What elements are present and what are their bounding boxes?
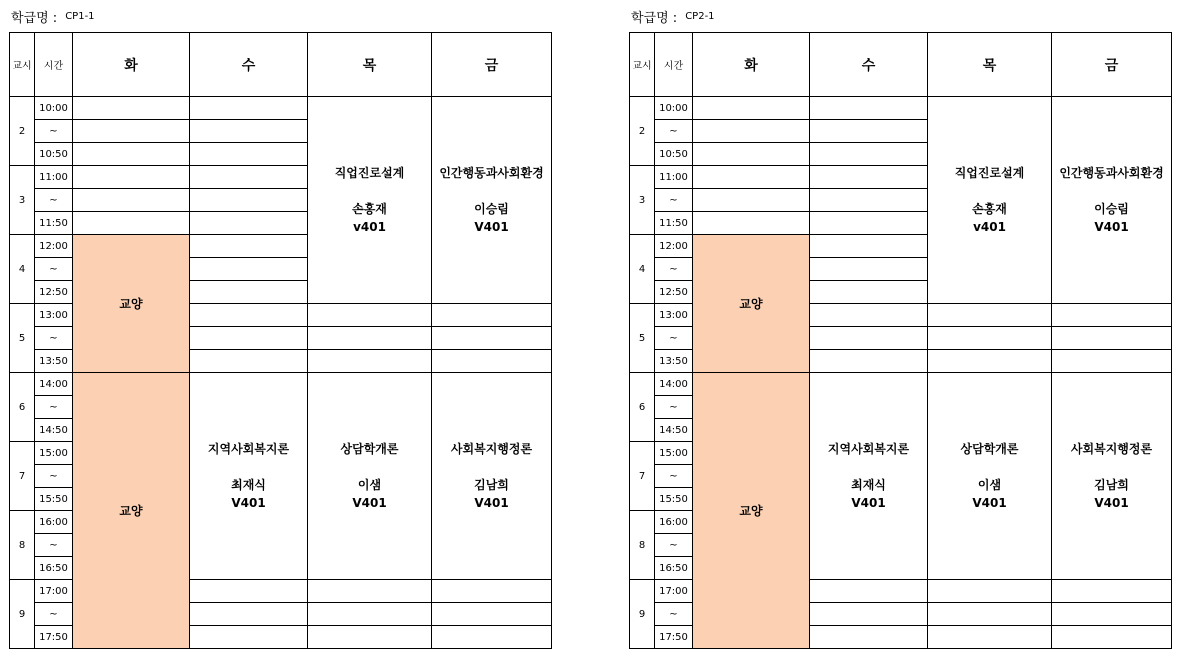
time-row <box>630 373 1172 396</box>
time-label: ~ <box>35 465 73 488</box>
teacher-name: 이샘 <box>977 478 1002 492</box>
room-name: V401 <box>972 496 1007 510</box>
period-number: 5 <box>630 304 655 373</box>
empty-cell <box>693 143 810 166</box>
time-row <box>10 97 552 120</box>
time-label: 12:00 <box>655 235 693 258</box>
time-label: ~ <box>655 534 693 557</box>
time-row <box>10 373 552 396</box>
empty-cell <box>810 281 928 304</box>
empty-cell <box>810 327 928 350</box>
time-label: 15:00 <box>655 442 693 465</box>
teacher-name: 최재식 <box>231 478 266 492</box>
header-time: 시간 <box>35 33 73 97</box>
room-name: v401 <box>353 220 386 234</box>
empty-cell <box>190 350 308 373</box>
empty-cell <box>693 212 810 235</box>
teacher-name: 김남희 <box>1094 478 1129 492</box>
empty-cell <box>810 580 928 603</box>
teacher-name: 김남희 <box>474 478 509 492</box>
header-thu: 목 <box>308 33 432 97</box>
empty-cell <box>190 603 308 626</box>
time-label: ~ <box>35 534 73 557</box>
time-label: 13:50 <box>35 350 73 373</box>
subject-name: 사회복지행정론 <box>1070 442 1153 456</box>
empty-cell <box>190 281 308 304</box>
period-number: 2 <box>10 97 35 166</box>
class-label-row <box>629 0 1172 32</box>
subject-cell <box>432 97 552 304</box>
header-period: 교시 <box>10 33 35 97</box>
room-name: V401 <box>474 496 509 510</box>
empty-cell <box>190 580 308 603</box>
empty-cell <box>73 143 190 166</box>
empty-cell <box>1052 603 1172 626</box>
empty-cell <box>1052 580 1172 603</box>
teacher-name: 이승림 <box>1094 202 1129 216</box>
period-number: 4 <box>10 235 35 304</box>
empty-cell <box>190 143 308 166</box>
room-name: V401 <box>352 496 387 510</box>
time-label: ~ <box>35 258 73 281</box>
time-label: 15:50 <box>655 488 693 511</box>
empty-cell <box>73 189 190 212</box>
empty-cell <box>73 97 190 120</box>
time-label: ~ <box>655 465 693 488</box>
empty-cell <box>1052 327 1172 350</box>
subject-name: 상담학개론 <box>960 442 1019 456</box>
time-label: ~ <box>35 327 73 350</box>
time-label: 10:50 <box>35 143 73 166</box>
empty-cell <box>190 304 308 327</box>
subject-name: 직업진로설계 <box>954 166 1025 180</box>
time-label: 13:50 <box>655 350 693 373</box>
class-label: 학급명 : <box>631 10 678 26</box>
class-name: CP2-1 <box>685 10 715 22</box>
time-label: 17:00 <box>35 580 73 603</box>
empty-cell <box>432 603 552 626</box>
empty-cell <box>73 212 190 235</box>
empty-cell <box>693 189 810 212</box>
empty-cell <box>810 189 928 212</box>
empty-cell <box>810 603 928 626</box>
empty-cell <box>190 189 308 212</box>
class-label-row <box>9 0 552 32</box>
timetable-cp2-1 <box>629 0 1172 649</box>
elective-cell: 교양 <box>73 373 190 649</box>
period-number: 9 <box>10 580 35 649</box>
time-label: 14:00 <box>655 373 693 396</box>
header-wed: 수 <box>810 33 928 97</box>
empty-cell <box>308 350 432 373</box>
time-label: 11:50 <box>655 212 693 235</box>
empty-cell <box>810 235 928 258</box>
header-fri: 금 <box>432 33 552 97</box>
subject-cell <box>810 373 928 580</box>
time-label: 17:50 <box>35 626 73 649</box>
period-number: 5 <box>10 304 35 373</box>
subject-name: 인간행동과사회환경 <box>439 166 544 180</box>
teacher-name: 이샘 <box>357 478 382 492</box>
empty-cell <box>308 580 432 603</box>
header-tue: 화 <box>73 33 190 97</box>
header-tue: 화 <box>693 33 810 97</box>
time-label: 17:50 <box>655 626 693 649</box>
time-label: ~ <box>655 327 693 350</box>
empty-cell <box>308 603 432 626</box>
empty-cell <box>190 327 308 350</box>
empty-cell <box>1052 626 1172 649</box>
teacher-name: 손홍재 <box>352 202 387 216</box>
timetable-grid <box>9 32 552 649</box>
subject-name: 지역사회복지론 <box>207 442 290 456</box>
class-name: CP1-1 <box>65 10 95 22</box>
empty-cell <box>928 603 1052 626</box>
timetable-cp1-1 <box>9 0 552 649</box>
period-number: 2 <box>630 97 655 166</box>
empty-cell <box>810 143 928 166</box>
subject-name: 직업진로설계 <box>334 166 405 180</box>
header-period: 교시 <box>630 33 655 97</box>
empty-cell <box>190 166 308 189</box>
empty-cell <box>308 304 432 327</box>
empty-cell <box>810 304 928 327</box>
time-label: ~ <box>655 120 693 143</box>
teacher-name: 최재식 <box>851 478 886 492</box>
empty-cell <box>190 626 308 649</box>
empty-cell <box>1052 304 1172 327</box>
period-number: 6 <box>10 373 35 442</box>
class-label: 학급명 : <box>11 10 58 26</box>
teacher-name: 손홍재 <box>972 202 1007 216</box>
subject-cell <box>190 373 308 580</box>
time-label: 15:00 <box>35 442 73 465</box>
empty-cell <box>308 327 432 350</box>
room-name: V401 <box>474 220 509 234</box>
empty-cell <box>928 626 1052 649</box>
time-label: 13:00 <box>655 304 693 327</box>
empty-cell <box>190 120 308 143</box>
subject-cell <box>1052 373 1172 580</box>
time-label: ~ <box>35 120 73 143</box>
empty-cell <box>693 166 810 189</box>
subject-name: 인간행동과사회환경 <box>1059 166 1164 180</box>
subject-cell <box>1052 97 1172 304</box>
header-wed: 수 <box>190 33 308 97</box>
period-number: 3 <box>630 166 655 235</box>
time-label: 10:00 <box>655 97 693 120</box>
time-label: ~ <box>35 189 73 212</box>
header-row <box>630 33 1172 97</box>
header-fri: 금 <box>1052 33 1172 97</box>
timetable-grid <box>629 32 1172 649</box>
empty-cell <box>810 350 928 373</box>
period-number: 7 <box>10 442 35 511</box>
empty-cell <box>810 97 928 120</box>
time-label: ~ <box>655 396 693 419</box>
room-name: v401 <box>973 220 1006 234</box>
period-number: 8 <box>630 511 655 580</box>
header-row <box>10 33 552 97</box>
time-label: 15:50 <box>35 488 73 511</box>
time-label: ~ <box>655 189 693 212</box>
empty-cell <box>928 350 1052 373</box>
empty-cell <box>308 626 432 649</box>
empty-cell <box>810 626 928 649</box>
subject-name: 사회복지행정론 <box>450 442 533 456</box>
empty-cell <box>810 258 928 281</box>
time-label: ~ <box>35 396 73 419</box>
empty-cell <box>432 626 552 649</box>
header-time: 시간 <box>655 33 693 97</box>
time-label: 10:00 <box>35 97 73 120</box>
empty-cell <box>693 97 810 120</box>
subject-cell <box>928 373 1052 580</box>
time-row <box>630 97 1172 120</box>
time-label: 16:50 <box>35 557 73 580</box>
empty-cell <box>190 212 308 235</box>
time-label: 16:00 <box>35 511 73 534</box>
time-label: 12:00 <box>35 235 73 258</box>
subject-name: 상담학개론 <box>340 442 399 456</box>
empty-cell <box>190 97 308 120</box>
period-number: 4 <box>630 235 655 304</box>
empty-cell <box>432 350 552 373</box>
time-label: ~ <box>655 603 693 626</box>
period-number: 8 <box>10 511 35 580</box>
time-label: 11:00 <box>35 166 73 189</box>
time-label: 14:50 <box>655 419 693 442</box>
time-label: 12:50 <box>655 281 693 304</box>
subject-cell <box>308 97 432 304</box>
time-label: ~ <box>35 603 73 626</box>
empty-cell <box>1052 350 1172 373</box>
elective-cell: 교양 <box>693 373 810 649</box>
empty-cell <box>810 120 928 143</box>
room-name: V401 <box>1094 496 1129 510</box>
time-label: 16:00 <box>655 511 693 534</box>
subject-cell <box>308 373 432 580</box>
empty-cell <box>432 580 552 603</box>
header-thu: 목 <box>928 33 1052 97</box>
period-number: 6 <box>630 373 655 442</box>
time-label: 14:50 <box>35 419 73 442</box>
time-label: 13:00 <box>35 304 73 327</box>
subject-cell <box>928 97 1052 304</box>
empty-cell <box>432 327 552 350</box>
time-label: 16:50 <box>655 557 693 580</box>
empty-cell <box>928 580 1052 603</box>
empty-cell <box>73 166 190 189</box>
period-number: 7 <box>630 442 655 511</box>
empty-cell <box>73 120 190 143</box>
elective-cell: 교양 <box>693 235 810 373</box>
subject-name: 지역사회복지론 <box>827 442 910 456</box>
time-label: 12:50 <box>35 281 73 304</box>
empty-cell <box>693 120 810 143</box>
time-label: 14:00 <box>35 373 73 396</box>
empty-cell <box>928 304 1052 327</box>
period-number: 9 <box>630 580 655 649</box>
empty-cell <box>810 166 928 189</box>
time-label: 17:00 <box>655 580 693 603</box>
empty-cell <box>432 304 552 327</box>
room-name: V401 <box>231 496 266 510</box>
elective-cell: 교양 <box>73 235 190 373</box>
time-label: 10:50 <box>655 143 693 166</box>
subject-cell <box>432 373 552 580</box>
time-label: 11:00 <box>655 166 693 189</box>
empty-cell <box>190 258 308 281</box>
empty-cell <box>928 327 1052 350</box>
teacher-name: 이승림 <box>474 202 509 216</box>
time-label: 11:50 <box>35 212 73 235</box>
room-name: V401 <box>851 496 886 510</box>
time-label: ~ <box>655 258 693 281</box>
empty-cell <box>810 212 928 235</box>
room-name: V401 <box>1094 220 1129 234</box>
period-number: 3 <box>10 166 35 235</box>
empty-cell <box>190 235 308 258</box>
